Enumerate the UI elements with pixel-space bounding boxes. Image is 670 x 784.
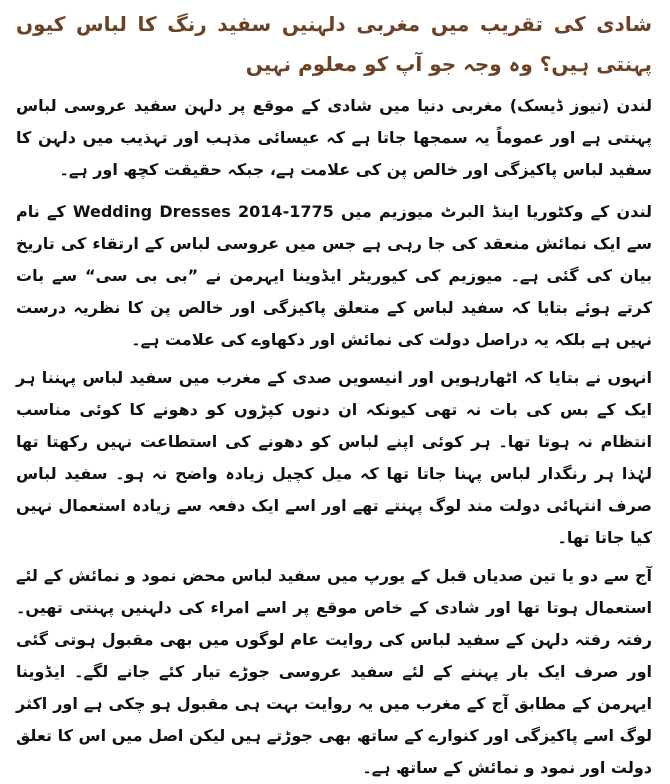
article-intro-paragraph: لندن (نیوز ڈیسک) مغربی دنیا میں شادی کے موقع پر دلہن سفید عروسی لباس پہنتی ہے اور عموماً یہ سمجھا جاتا ہے کہ عیسائی مذہب اور تہذیب میں دلہن کا سفید لباس پاکیزگی اور خالص پن کی علامت ہے، جبکہ حقیقت کچھ اور ہے۔	[16, 96, 652, 179]
article-headline: شادی کی تقریب میں مغربی دلہنیں سفید رنگ کا لباس کیوں پہنتی ہیں؟ وہ وجہ جو آپ کو معلوم نہیں	[16, 12, 652, 76]
news-article	[16, 4, 652, 777]
article-paragraph-3: آج سے دو یا تین صدیاں قبل کے یورپ میں سفید لباس محض نمود و نمائش کے لئے استعمال ہوتا تھا اور شادی کے خاص موقع پر اسے امراء کی دلہنیں پہنتی تھیں۔ رفتہ رفتہ دلہن کے سفید لباس کی روایت عام لوگوں میں بھی مقبول ہوتی گئی اور صرف ایک بار پہننے کے لئے سفید عروسی جوڑے تیار کئے جانے لگے۔ ایڈوینا ایہرمن کے مطابق آج کے مغرب میں یہ روایت بہت ہی مقبول ہو چکی ہے اور اکثر لوگ اسے پاکیزگی اور کنوارے کے ساتھ بھی جوڑتے ہیں لیکن اصل میں اس کا تعلق دولت اور نمود و نمائش کے ساتھ ہے۔	[16, 566, 652, 777]
article-paragraph-1: لندن کے وکٹوریا اینڈ البرٹ میوزیم میں 1775-2014 Wedding Dresses کے نام سے ایک نمائش منعقد کی جا رہی ہے جس میں عروسی لباس کے ارتقاء کی تاریخ بیان کی گئی ہے۔ میوزیم کی کیوریٹر ایڈوینا ایہرمن نے ”بی بی سی“ سے بات کرتے ہوئے بتایا کہ سفید لباس کے متعلق پاکیزگی اور خالص پن کا نظریہ درست نہیں ہے بلکہ یہ دراصل دولت کی نمائش اور دکھاوے کی علامت ہے۔	[16, 202, 652, 349]
article-paragraph-2: انہوں نے بتایا کہ اٹھارہویں اور انیسویں صدی کے مغرب میں سفید لباس پہننا ہر ایک کے بس کی بات نہ تھی کیونکہ ان دنوں کپڑوں کو دھونے کا کوئی مناسب انتظام نہ ہوتا تھا۔ ہر کوئی اپنے لباس کو دھونے کی استطاعت نہیں رکھتا تھا لہٰذا ہر رنگدار لباس پہنا جاتا تھا کہ میل کچیل زیادہ واضح نہ ہو۔ سفید لباس صرف انتہائی دولت مند لوگ پہنتے تھے اور اسے ایک دفعہ سے زیادہ استعمال نہیں کیا جاتا تھا۔	[16, 368, 652, 547]
